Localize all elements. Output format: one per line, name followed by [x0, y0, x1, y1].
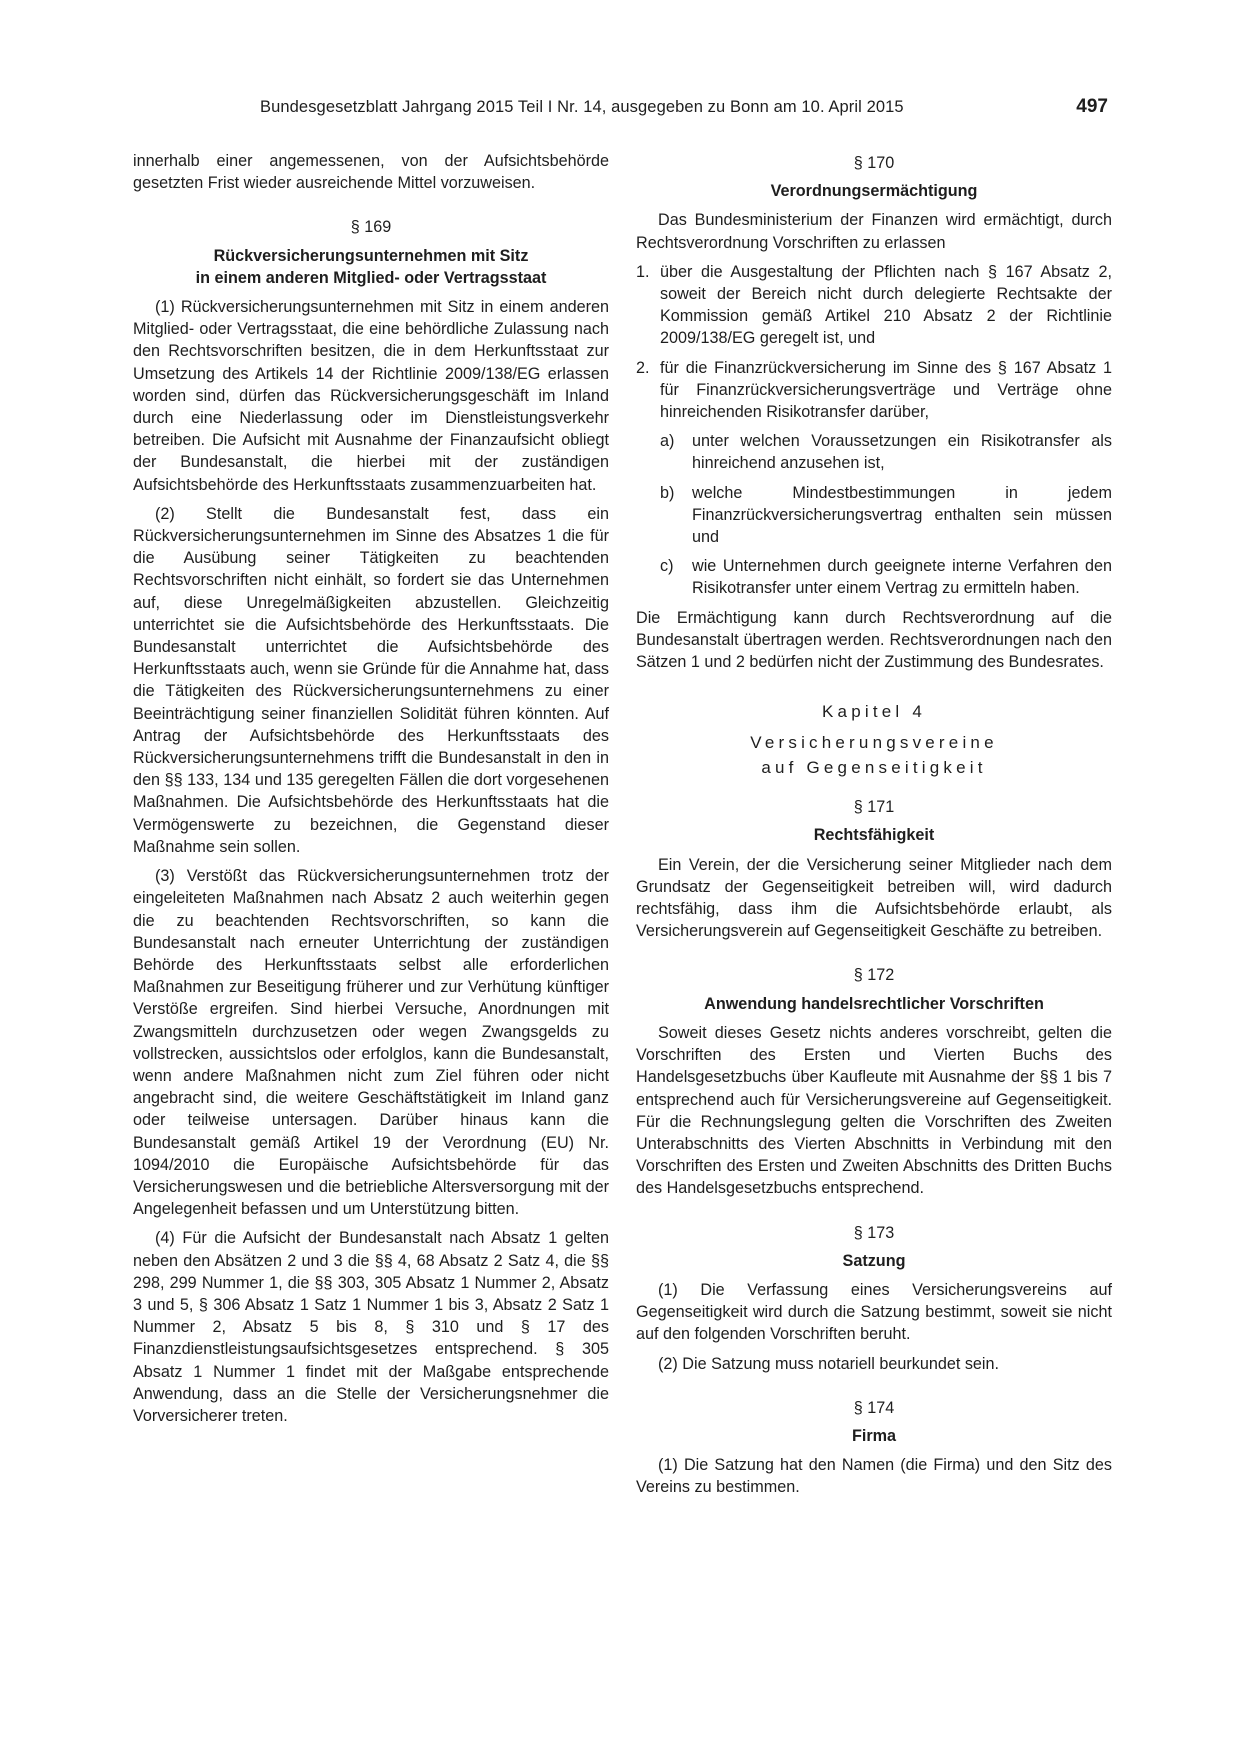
list-item-170-1	[636, 261, 1112, 350]
list-number: 1.	[636, 262, 650, 281]
page-number: 497	[1076, 96, 1108, 117]
section-number-170: § 170	[853, 154, 895, 172]
list-text: unter welchen Voraussetzungen ein Risikotransfer als hinreichend anzusehen ist,	[692, 432, 1112, 473]
list-item-170-2	[636, 357, 1112, 424]
list-item-170-2b	[660, 482, 1112, 549]
chapter-label: Kapitel 4	[822, 702, 926, 722]
section-title-173: Satzung	[842, 1251, 906, 1270]
list-letter: a)	[660, 432, 675, 451]
list-letter: c)	[660, 557, 674, 576]
paragraph-170-closing: Die Ermächtigung kann durch Rechtsverordnung auf die Bundesanstalt übertragen werden. Rechtsverordnungen nach den Sätzen 1 und 2 bedürfen nicht der Zustimmung des Bundesrates.	[636, 608, 1112, 672]
paragraph-169-4: (4) Für die Aufsicht der Bundesanstalt nach Absatz 1 gelten neben den Absätzen 2 und 3 die §§ 4, 68 Absatz 2 Satz 4, die §§ 298, 299 Nummer 1, die §§ 303, 305 Absatz 1 Nummer 2, Absatz 3 und 5, § 306 Absatz 1 Satz 1 Nummer 1 bis 3, Absatz 2 Satz 1 Nummer 2, Absatz 5 bis 8, § 310 und § 17 des Finanzdienstleistungsaufsichtsgesetzes entsprechend. § 305 Absatz 1 Nummer 1 findet mit der Maßgabe entsprechende Anwendung, dass an die Stelle der Versicherungsnehmer die Vorversicherer treten.	[133, 1229, 609, 1425]
list-text: welche Mindestbestimmungen in jedem Finanzrückversicherungsvertrag enthalten sein müssen und	[692, 483, 1112, 547]
paragraph-171-1: Ein Verein, der die Versicherung seiner Mitglieder nach dem Grundsatz der Gegenseitigkeit betreiben will, wird dadurch rechtsfähig, dass ihm die Aufsichtsbehörde erlaubt, als Versicherungsverein auf Gegenseitigkeit Geschäfte zu betreiben.	[636, 855, 1112, 941]
list-number: 2.	[636, 358, 650, 377]
section-title-169	[133, 245, 609, 289]
list-item-170-2c	[660, 555, 1112, 599]
paragraph-172-1: Soweit dieses Gesetz nichts anderes vorschreibt, gelten die Vorschriften des Ersten und Vierten Buchs des Handelsgesetzbuchs über Kaufleute mit Ausnahme der §§ 1 bis 7 entsprechend auch für Versicherungsvereine auf Gegenseitigkeit. Für die Rechnungslegung gelten die Vorschriften des Zweiten Unterabschnitts des Vierten Abschnitts in Verbindung mit den Vorschriften des Ersten und Zweiten Abschnitts des Dritten Buchs des Handelsgesetzbuchs entsprechend.	[636, 1023, 1112, 1198]
page-header	[130, 98, 1108, 124]
section-number-169: § 169	[350, 218, 392, 237]
section-title-170: Verordnungsermächtigung	[770, 182, 978, 201]
chapter-title-line2: auf Gegenseitigkeit	[761, 758, 987, 778]
paragraph-169-3: (3) Verstößt das Rückversicherungsunternehmen trotz der eingeleiteten Maßnahmen nach Absatz 2 auch weiterhin gegen die zu beachtenden Rechtsvorschriften, so kann die Bundesanstalt nach erneuter Unterrichtung der zuständigen Behörde des Herkunftsstaats selbst alle erforderlichen Maßnahmen zur Beseitigung früherer und zur Verhütung künftiger Verstöße ergreifen. Sind hierbei Versuche, Anordnungen mit Zwangsmitteln durchzusetzen oder wegen Zwangsgelds zu vollstrecken, aussichtslos oder erfolglos, kann die Bundesanstalt, wenn andere Maßnahmen nicht zum Ziel führen oder nicht angebracht sind, die weitere Geschäftstätigkeit im Inland ganz oder teilweise untersagen. Darüber hinaus kann die Bundesanstalt gemäß Artikel 19 der Verordnung (EU) Nr. 1094/2010 die Europäische Aufsichtsbehörde für das Versicherungswesen und die betriebliche Altersversorgung mit der Angelegenheit befassen und um Unterstützung bitten.	[133, 867, 609, 1219]
paragraph-173-2: (2) Die Satzung muss notariell beurkundet sein.	[658, 1354, 1000, 1373]
list-text: über die Ausgestaltung der Pflichten nach § 167 Absatz 2, soweit der Bereich nicht durch delegierte Rechtsakte der Kommission gemäß Artikel 210 Absatz 2 der Richtlinie 2009/138/EG geregelt ist, und	[660, 262, 1112, 348]
list-letter: b)	[660, 483, 675, 502]
list-text: für die Finanzrückversicherung im Sinne des § 167 Absatz 1 für Finanzrückversicherungsverträge und Verträge ohne hinreichenden Risikotransfer darüber,	[660, 358, 1112, 422]
list-text: wie Unternehmen durch geeignete interne Verfahren den Risikotransfer unter einem Vertrag zu ermitteln haben.	[692, 557, 1112, 598]
section-number-174: § 174	[853, 1398, 895, 1417]
section-number-172: § 172	[853, 966, 895, 985]
paragraph-174-1: (1) Die Satzung hat den Namen (die Firma) und den Sitz des Vereins zu bestimmen.	[636, 1456, 1112, 1497]
header-title: Bundesgesetzblatt Jahrgang 2015 Teil I Nr. 14, ausgegeben zu Bonn am 10. April 2015	[260, 98, 904, 116]
paragraph-169-1: (1) Rückversicherungsunternehmen mit Sitz in einem anderen Mitglied- oder Vertragsstaat, die eine behördliche Zulassung nach den Rechtsvorschriften besitzen, die in dem Herkunftsstaat zur Umsetzung des Artikels 14 der Richtlinie 2009/138/EG erlassen worden sind, dürfen das Rückversicherungsgeschäft im Inland durch eine Niederlassung oder im Dienstleistungsverkehr betreiben. Die Aufsicht mit Ausnahme der Finanzaufsicht obliegt der Bundesanstalt, die hierbei mit der zuständigen Aufsichtsbehörde des Herkunftsstaats zusammenzuarbeiten hat.	[133, 298, 609, 494]
paragraph-170-intro: Das Bundesministerium der Finanzen wird ermächtigt, durch Rechtsverordnung Vorschriften zu erlassen	[636, 211, 1112, 252]
section-number-171: § 171	[853, 798, 895, 817]
chapter-title-line1: Versicherungsvereine	[750, 733, 998, 753]
paragraph-173-1: (1) Die Verfassung eines Versicherungsvereins auf Gegenseitigkeit wird durch die Satzung bestimmt, soweit sie nicht auf den folgenden Vorschriften beruht.	[636, 1280, 1112, 1344]
left-column	[133, 150, 609, 1434]
carryover-paragraph: innerhalb einer angemessenen, von der Aufsichtsbehörde gesetzten Frist wieder ausreichende Mittel vorzuweisen.	[133, 152, 609, 193]
section-title-174: Firma	[851, 1426, 897, 1445]
section-title-171: Rechtsfähigkeit	[813, 826, 935, 845]
list-item-170-2a	[660, 430, 1112, 474]
paragraph-169-2: (2) Stellt die Bundesanstalt fest, dass ein Rückversicherungsunternehmen im Sinne des Absatzes 1 die für die Ausübung seiner Tätigkeiten zu beachtenden Rechtsvorschriften nicht einhält, so fordert sie das Unternehmen auf, diese Unregelmäßigkeiten abzustellen. Gleichzeitig unterrichtet sie die Aufsichtsbehörde des Herkunftsstaats. Die Bundesanstalt unterrichtet die Aufsichtsbehörde des Herkunftsstaats auch, wenn sie Gründe für die Annahme hat, dass die Tätigkeiten des Rückversicherungsunternehmens zu einer Beeinträchtigung seiner finanziellen Solidität führen könnten. Auf Antrag der Aufsichtsbehörde des Herkunftsstaats des Rückversicherungsunternehmens trifft die Bundesanstalt in den in den §§ 133, 134 und 135 geregelten Fällen die dort vorgesehenen Maßnahmen. Die Aufsichtsbehörde des Herkunftsstaats hat die Vermögenswerte zu bezeichnen, die Gegenstand dieser Maßnahme sein sollen.	[133, 504, 610, 856]
section-title-169-line1: Rückversicherungsunternehmen mit Sitz	[213, 246, 529, 265]
section-number-173: § 173	[853, 1223, 895, 1242]
section-title-169-line2: in einem anderen Mitglied- oder Vertragsstaat	[195, 268, 547, 287]
section-title-172: Anwendung handelsrechtlicher Vorschriften	[704, 994, 1044, 1013]
chapter-title	[636, 730, 1112, 780]
right-column	[636, 150, 1112, 1506]
